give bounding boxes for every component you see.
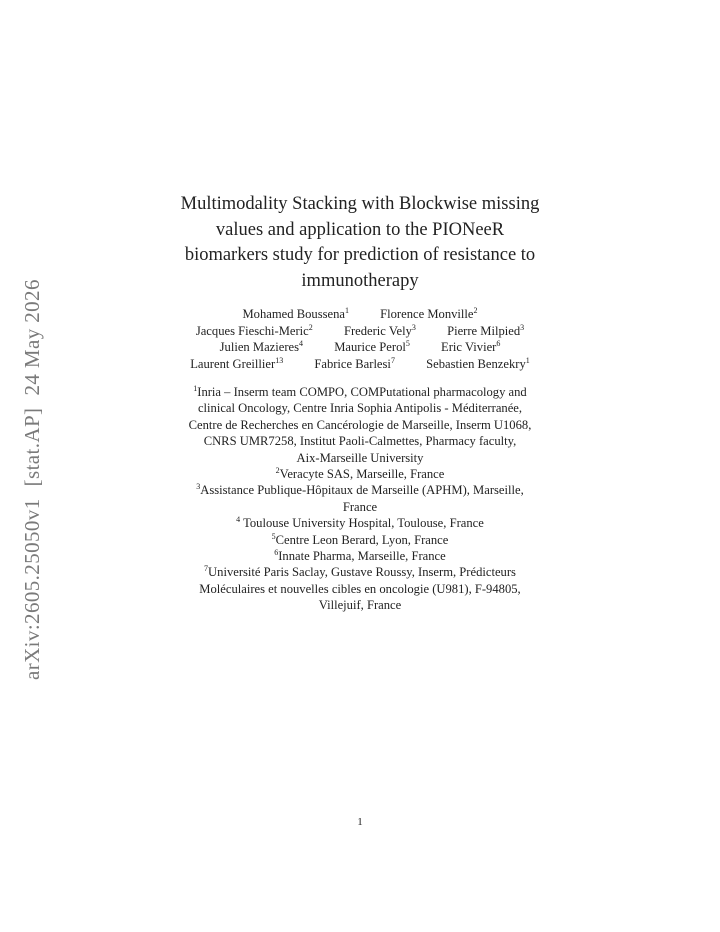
author	[441, 339, 500, 356]
author	[196, 323, 313, 340]
author	[334, 339, 410, 356]
author	[380, 306, 477, 323]
arxiv-date: 24 May 2026	[20, 279, 44, 396]
author-name: Sebastien Benzekry	[426, 356, 526, 371]
affiliation-mark: 3	[196, 482, 201, 492]
author	[344, 323, 416, 340]
affiliation-mark: 4	[236, 515, 241, 525]
author-line	[110, 339, 610, 356]
affiliation-4	[150, 515, 570, 531]
affiliation-mark: 2	[275, 466, 280, 476]
affiliation-line: $^7$Université Paris Saclay, Gustave Roussy, Inserm, Prédicteurs	[204, 564, 516, 580]
author-affiliation-mark: 2	[473, 306, 478, 315]
paper-title	[140, 192, 580, 294]
author	[314, 356, 395, 373]
author	[190, 356, 283, 373]
arxiv-category: [stat.AP]	[20, 407, 44, 487]
affiliation-line: CNRS UMR7258, Institut Paoli-Calmettes, Pharmacy faculty,	[203, 434, 517, 449]
title-line: immunotherapy	[301, 270, 419, 291]
affiliation-line: $^6$Innate Pharma, Marseille, France	[274, 548, 446, 564]
page-number: 1	[357, 816, 363, 828]
author-name: Mohamed Boussena	[242, 307, 345, 321]
author	[242, 306, 348, 323]
affiliation-2	[150, 466, 570, 482]
author-name: Maurice Perol	[334, 340, 406, 355]
author-line	[110, 306, 610, 323]
author-line	[110, 323, 610, 340]
title-line: Multimodality Stacking with Blockwise missing	[180, 194, 540, 214]
affiliation-line: clinical Oncology, Centre Inria Sophia Antipolis - Méditerranée,	[197, 401, 523, 416]
affiliation-mark: 1	[193, 384, 198, 393]
author-affiliation-mark: 7	[390, 355, 395, 365]
affiliation-line: $^5$Centre Leon Berard, Lyon, France	[271, 531, 449, 547]
author-list	[110, 306, 610, 372]
author-name: Frederic Vely	[343, 323, 412, 338]
affiliation-line: Moléculaires et nouvelles cibles en oncologie (U981), F-94805,	[199, 581, 521, 596]
affiliation-1	[150, 384, 570, 466]
affiliation-3	[150, 482, 570, 515]
affiliation-6	[150, 548, 570, 564]
affiliation-mark: 5	[271, 531, 276, 541]
affiliation-mark: 6	[274, 548, 279, 558]
author-line	[110, 356, 610, 373]
author	[426, 356, 530, 373]
author-affiliation-mark: 6	[496, 339, 501, 349]
title-line: biomarkers study for prediction of resistance to	[184, 245, 536, 265]
author-name: Laurent Greillier	[190, 356, 276, 371]
title-line: values and application to the PIONeeR	[215, 219, 505, 240]
affiliation-line: Villejuif, France	[318, 598, 402, 613]
author-affiliation-mark: 3	[520, 322, 525, 332]
affiliation-line: $^1$Inria – Inserm team COMPO, COMPutational pharmacology and	[193, 384, 527, 399]
affiliation-line: $^3$Assistance Publique-Hôpitaux de Marseille (APHM), Marseille,	[196, 482, 524, 498]
affiliation-line: France	[342, 499, 378, 514]
affiliation-line: Aix-Marseille University	[296, 450, 424, 465]
affiliation-line: $^4$ Toulouse University Hospital, Toulouse, France	[236, 515, 484, 531]
affiliation-line: Centre de Recherches en Cancérologie de Marseille, Inserm U1068,	[188, 417, 532, 432]
affiliation-7	[150, 564, 570, 613]
arxiv-identifier-stamp	[20, 279, 45, 680]
author-affiliation-mark: 13	[275, 355, 284, 365]
author	[447, 323, 524, 340]
affiliation-5	[150, 532, 570, 548]
author-name: Pierre Milpied	[447, 323, 521, 338]
author-name: Fabrice Barlesi	[314, 356, 391, 371]
author-name: Florence Monville	[380, 307, 474, 321]
affiliation-mark: 7	[204, 564, 209, 574]
author-name: Jacques Fieschi-Meric	[195, 323, 309, 338]
author-name: Julien Mazieres	[219, 340, 300, 355]
author	[220, 339, 303, 356]
affiliation-list	[150, 384, 570, 614]
author-affiliation-mark: 3	[411, 322, 416, 332]
author-affiliation-mark: 1	[344, 306, 349, 315]
author-affiliation-mark: 4	[299, 339, 304, 349]
author-affiliation-mark: 1	[525, 355, 530, 365]
author-affiliation-mark: 5	[405, 339, 410, 349]
affiliation-line: $^2$Veracyte SAS, Marseille, France	[275, 466, 445, 482]
arxiv-id: arXiv:2605.25050v1	[20, 498, 44, 680]
author-affiliation-mark: 2	[308, 322, 313, 332]
author-name: Eric Vivier	[441, 340, 497, 355]
